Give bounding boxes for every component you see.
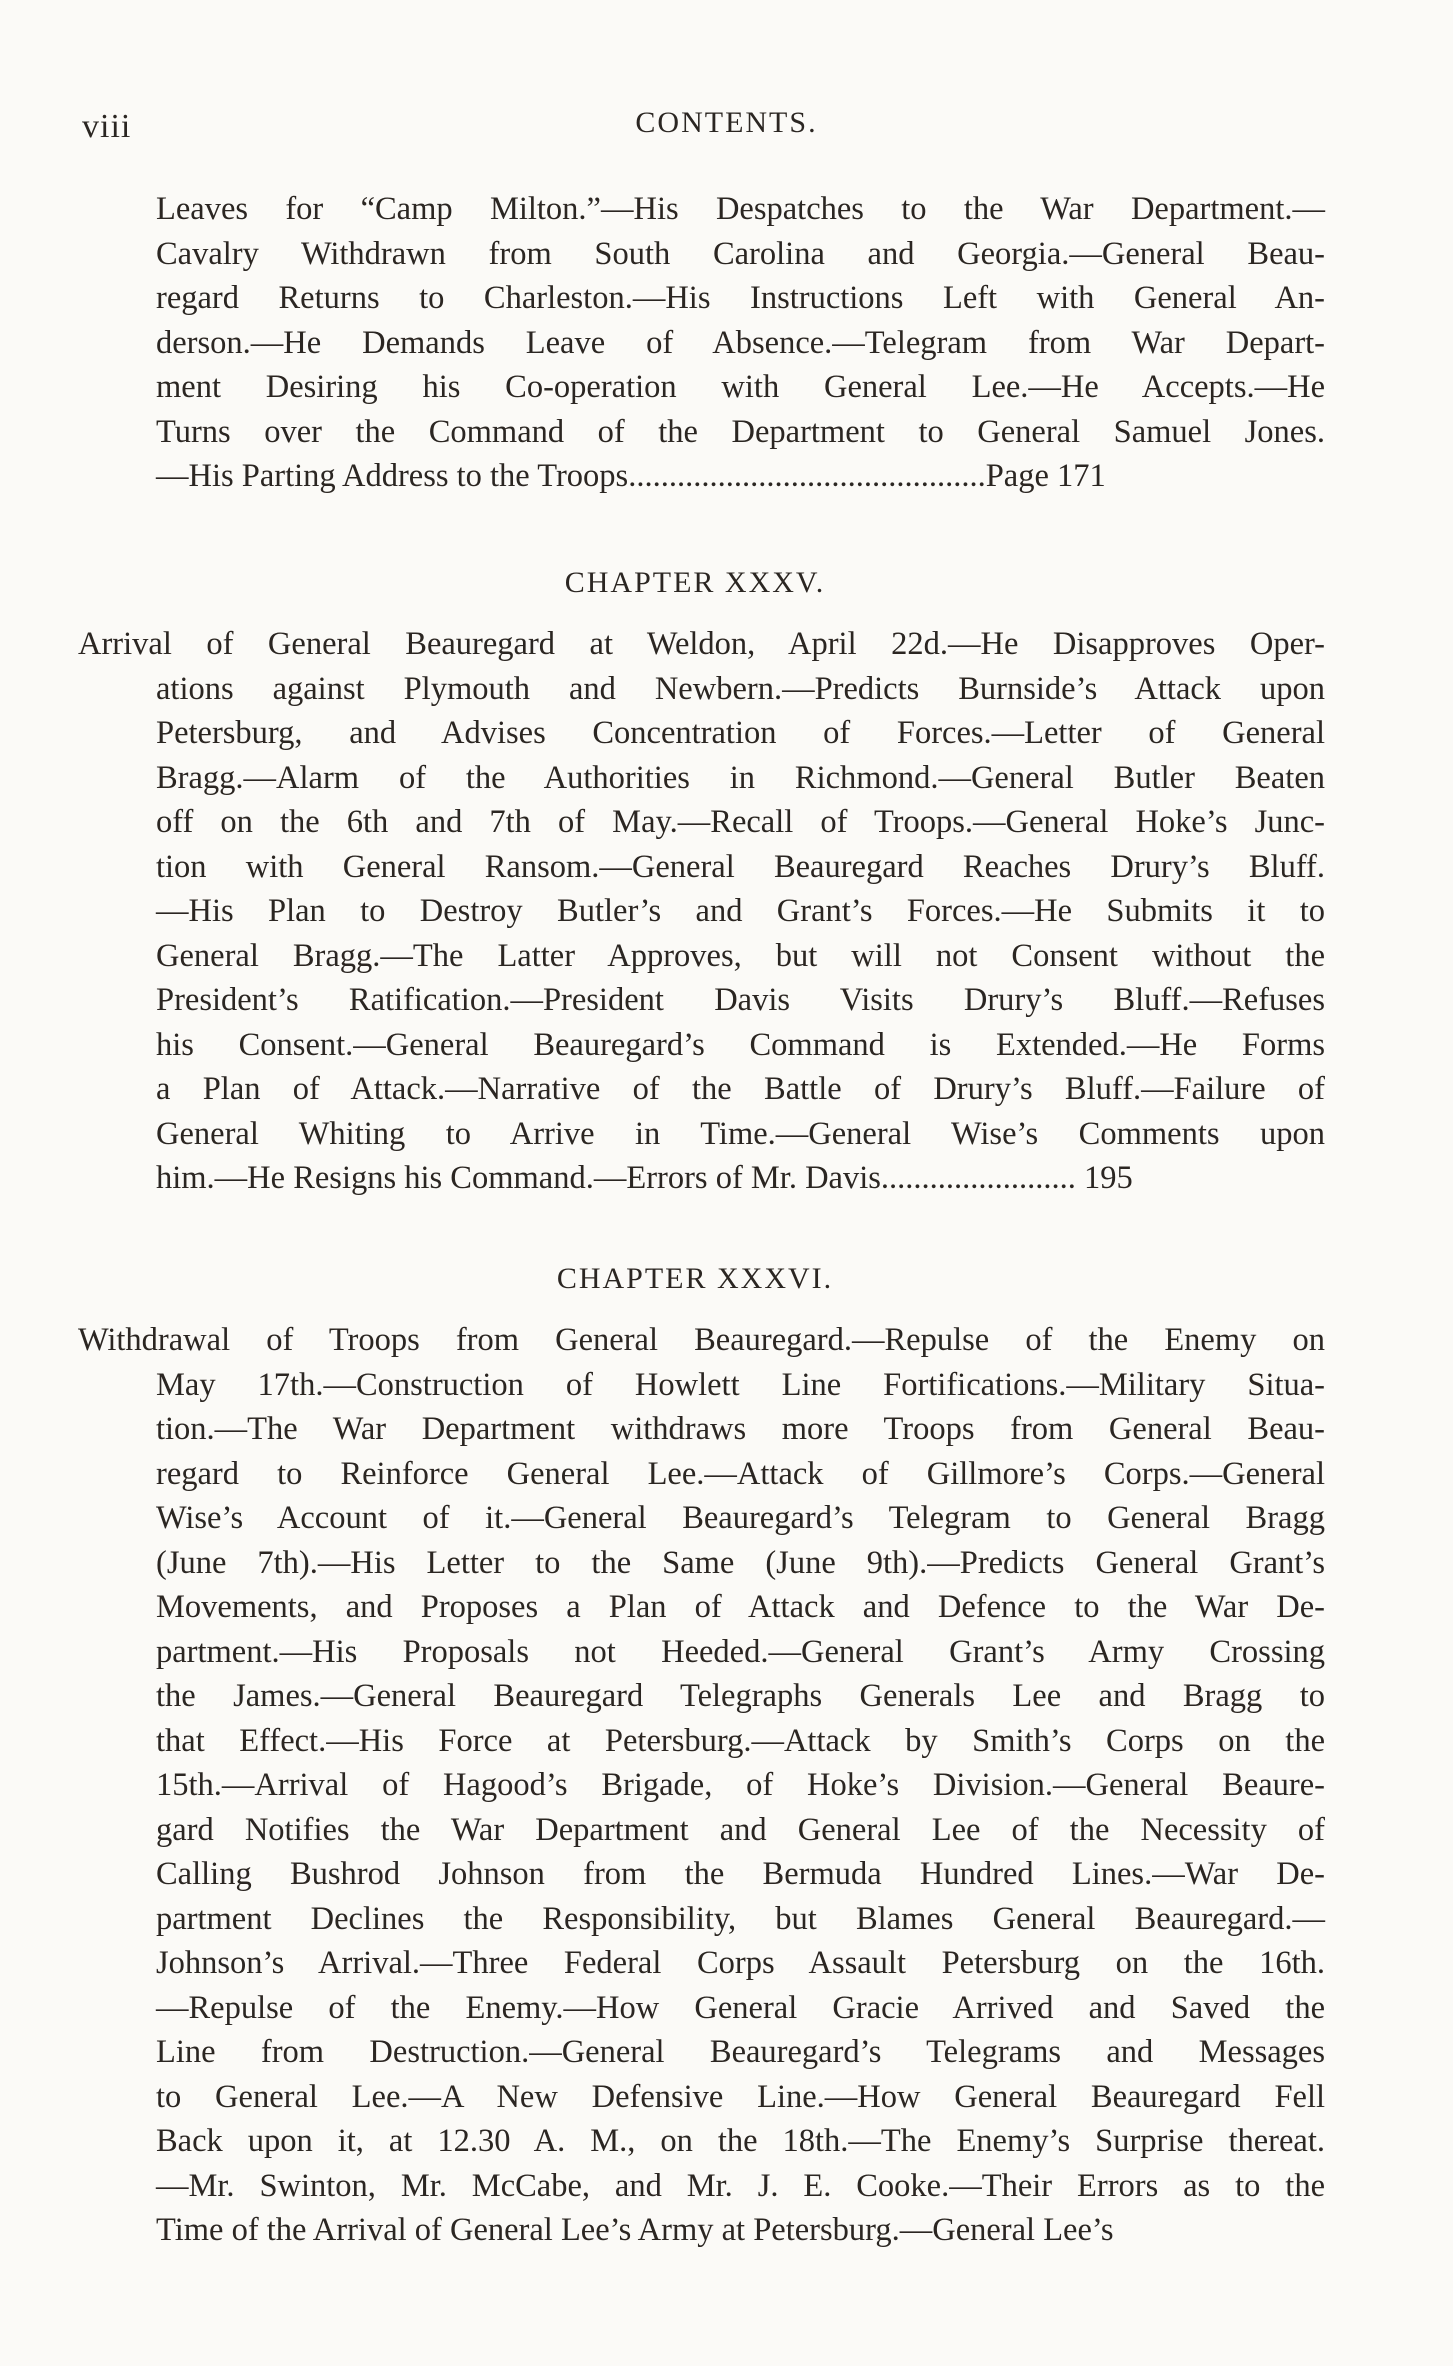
contents-line: Line from Destruction.—General Beauregard’s Telegrams and Messages bbox=[156, 2034, 1325, 2070]
contents-line: Arrival of General Beauregard at Weldon, April 22d.—He Disapproves Oper- bbox=[78, 626, 1325, 662]
contents-line: gard Notifies the War Department and General Lee of the Necessity of bbox=[156, 1811, 1325, 1848]
contents-line: Time of the Arrival of General Lee’s Army at Petersburg.—General Lee’s bbox=[156, 2212, 1114, 2248]
contents-line: Johnson’s Arrival.—Three Federal Corps Assault Petersburg on the 16th. bbox=[156, 1945, 1325, 1981]
contents-line: Turns over the Command of the Department to General Samuel Jones. bbox=[156, 413, 1325, 450]
contents-line: Petersburg, and Advises Concentration of Forces.—Letter of General bbox=[156, 715, 1325, 751]
contents-entry-chapter-xxxvi bbox=[78, 1318, 1325, 2253]
contents-line: (June 7th).—His Letter to the Same (June 9th).—Predicts General Grant’s bbox=[156, 1544, 1325, 1581]
contents-line: regard Returns to Charleston.—His Instructions Left with General An- bbox=[156, 280, 1325, 316]
contents-line: 15th.—Arrival of Hagood’s Brigade, of Hoke’s Division.—General Beaure- bbox=[156, 1767, 1325, 1803]
contents-line: Back upon it, at 12.30 A. M., on the 18th.—The Enemy’s Surprise thereat. bbox=[156, 2123, 1325, 2159]
contents-line: that Effect.—His Force at Petersburg.—Attack by Smith’s Corps on the bbox=[156, 1722, 1325, 1759]
contents-line: partment.—His Proposals not Heeded.—General Grant’s Army Crossing bbox=[156, 1633, 1325, 1670]
contents-line: Calling Bushrod Johnson from the Bermuda Hundred Lines.—War De- bbox=[156, 1856, 1325, 1892]
page-number: viii bbox=[82, 108, 132, 145]
contents-entry-chapter-xxxv bbox=[78, 622, 1325, 1201]
contents-line: ations against Plymouth and Newbern.—Predicts Burnside’s Attack upon bbox=[156, 670, 1325, 707]
contents-line: Bragg.—Alarm of the Authorities in Richmond.—General Butler Beaten bbox=[156, 759, 1325, 796]
contents-line: tion.—The War Department withdraws more Troops from General Beau- bbox=[156, 1411, 1325, 1447]
contents-line: derson.—He Demands Leave of Absence.—Telegram from War Depart- bbox=[156, 324, 1325, 361]
contents-line: —His Plan to Destroy Butler’s and Grant’s Forces.—He Submits it to bbox=[156, 893, 1325, 929]
contents-line: President’s Ratification.—President Davis Visits Drury’s Bluff.—Refuses bbox=[156, 982, 1325, 1018]
contents-line: Wise’s Account of it.—General Beauregard’s Telegram to General Bragg bbox=[156, 1500, 1325, 1536]
contents-line: off on the 6th and 7th of May.—Recall of Troops.—General Hoke’s Junc- bbox=[156, 804, 1325, 840]
contents-line: a Plan of Attack.—Narrative of the Battle of Drury’s Bluff.—Failure of bbox=[156, 1071, 1325, 1107]
contents-line: Movements, and Proposes a Plan of Attack and Defence to the War De- bbox=[156, 1589, 1325, 1625]
contents-line: partment Declines the Responsibility, but Blames General Beauregard.— bbox=[156, 1900, 1325, 1937]
contents-line: —Repulse of the Enemy.—How General Gracie Arrived and Saved the bbox=[156, 1989, 1325, 2026]
contents-line: tion with General Ransom.—General Beauregard Reaches Drury’s Bluff. bbox=[156, 848, 1325, 885]
contents-line: to General Lee.—A New Defensive Line.—How General Beauregard Fell bbox=[156, 2078, 1325, 2115]
contents-line: General Whiting to Arrive in Time.—General Wise’s Comments upon bbox=[156, 1115, 1325, 1152]
chapter-heading-xxxvi: CHAPTER XXXVI. bbox=[556, 1262, 834, 1295]
contents-line: Cavalry Withdrawn from South Carolina and Georgia.—General Beau- bbox=[156, 235, 1325, 272]
contents-line: Leaves for “Camp Milton.”—His Despatches to the War Department.— bbox=[156, 191, 1325, 227]
contents-line: ment Desiring his Co-operation with General Lee.—He Accepts.—He bbox=[156, 369, 1325, 405]
chapter-heading-xxxv: CHAPTER XXXV. bbox=[564, 566, 826, 599]
running-head: CONTENTS. bbox=[635, 106, 818, 139]
contents-line: —Mr. Swinton, Mr. McCabe, and Mr. J. E. Cooke.—Their Errors as to the bbox=[156, 2167, 1325, 2204]
contents-entry-continued bbox=[78, 187, 1325, 499]
contents-line: May 17th.—Construction of Howlett Line Fortifications.—Military Situa- bbox=[156, 1366, 1325, 1403]
contents-line: —His Parting Address to the Troops............................................Page 171 bbox=[156, 458, 1106, 494]
contents-line: regard to Reinforce General Lee.—Attack of Gillmore’s Corps.—General bbox=[156, 1455, 1325, 1492]
contents-line: Withdrawal of Troops from General Beauregard.—Repulse of the Enemy on bbox=[78, 1322, 1325, 1358]
contents-line: him.—He Resigns his Command.—Errors of Mr. Davis........................ 195 bbox=[156, 1160, 1133, 1196]
contents-line: his Consent.—General Beauregard’s Command is Extended.—He Forms bbox=[156, 1026, 1325, 1063]
contents-line: the James.—General Beauregard Telegraphs Generals Lee and Bragg to bbox=[156, 1678, 1325, 1714]
contents-line: General Bragg.—The Latter Approves, but will not Consent without the bbox=[156, 937, 1325, 974]
